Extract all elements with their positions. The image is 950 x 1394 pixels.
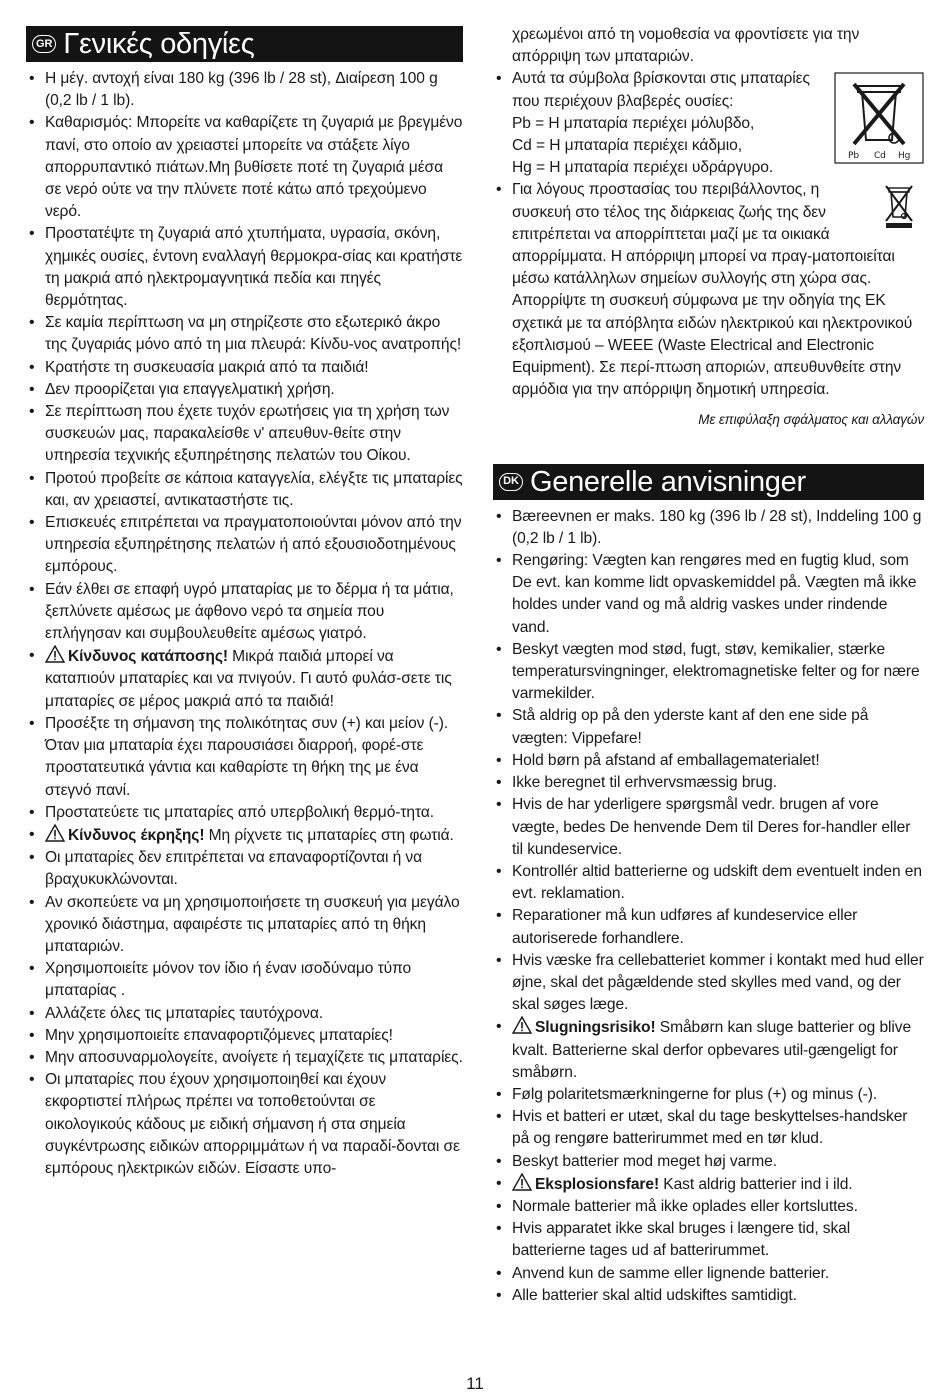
symbol-pb: Pb = Η μπαταρία περιέχει μόλυβδο, <box>512 114 755 132</box>
list-item: • Μην αποσυναρμολογείτε, ανοίγετε ή τεμαχίζετε τις μπαταρίες. <box>26 1047 463 1069</box>
list-item-warning-swallow <box>493 1016 924 1084</box>
list-item: • Følg polaritetsmærkningerne for plus (+) og minus (-). <box>493 1084 924 1106</box>
disclaimer-note: Με επιφύλαξη σφάλματος και αλλαγών <box>698 412 924 428</box>
section-header-gr <box>26 26 463 62</box>
warning-text: Småbørn kan sluge batterier og blive kvalt. Batterierne skal derfor opbevares util-gængeligt for småbørn. <box>512 1019 912 1081</box>
list-item: • Stå aldrig op på den yderste kant af den ene side på vægten: Vippefare! <box>493 705 924 749</box>
gr-instruction-list-3 <box>493 68 924 401</box>
list-item: • Reparationer må kun udføres af kundeservice eller autoriserede forhandlere. <box>493 905 924 949</box>
paragraph-continued: χρεωμένοι από τη νομοθεσία να φροντίσετε για την απόρριψη των μπαταριών. <box>512 26 860 66</box>
list-item: • Οι μπαταρίες που έχουν χρησιμοποιηθεί και έχουν εκφορτιστεί πλήρως πρέπει να τοποθετούνται σε οικολογικούς κάδους με ειδική σήμανση ή στα σημεία συγκέντρωσης ειδικών απορριμμάτων ή να παραδί-δονται σε εμπόρους ηλεκτρικών ειδών. Είσαστε υπο- <box>26 1069 463 1180</box>
list-item: • Μην χρησιμοποιείτε επαναφορτιζόμενες μπαταρίες! <box>26 1025 463 1047</box>
list-item: • Normale batterier må ikke oplades eller kortsluttes. <box>493 1196 924 1218</box>
list-item: • Προστατέψτε τη ζυγαριά από χτυπήματα, υγρασία, σκόνη, χημικές ουσίες, έντονη εναλλαγή θερμοκρα-σίας και κρατήστε τη μακριά από ηλεκτρομαγνητικά πεδία και πηγές θερμότητας. <box>26 223 463 312</box>
list-item: • Alle batterier skal altid udskiftes samtidigt. <box>493 1285 924 1307</box>
warning-triangle-icon <box>45 645 65 663</box>
warning-triangle-icon <box>512 1016 532 1034</box>
dk-instruction-list <box>493 506 924 1307</box>
section-header-dk <box>493 464 924 500</box>
warning-label: Κίνδυνος κατάποσης! <box>68 648 228 666</box>
symbols-text: Αυτά τα σύμβολα βρίσκονται στις μπαταρίες που περιέχουν βλαβερές ουσίες: <box>512 70 810 110</box>
warning-triangle-icon <box>512 1173 532 1191</box>
crossed-wheelie-bin-icon <box>880 183 918 229</box>
list-item: • Hold børn på afstand af emballagematerialet! <box>493 750 924 772</box>
page-number: 11 <box>466 1374 484 1393</box>
list-item: • Σε περίπτωση που έχετε τυχόν ερωτήσεις για τη χρήση των συσκευών μας, παρακαλείσθε ν' απευθυν-θείτε στην υπηρεσία τεχνικής εξυπηρέτησης πελατών του Οίκου. <box>26 401 463 468</box>
section-title-gr: Γενικές οδηγίες <box>63 27 255 60</box>
list-item: • Hvis apparatet ikke skal bruges i længere tid, skal batterierne tages ud af batterirummet. <box>493 1218 924 1262</box>
bin-label-hg: Hg <box>898 151 911 162</box>
list-item: • Σε καμία περίπτωση να μη στηρίζεστε στο εξωτερικό άκρο της ζυγαριάς μόνο από τη μια πλευρά: Κίνδυ-νος ανατροπής! <box>26 312 463 356</box>
list-item: • Προστατεύετε τις μπαταρίες από υπερβολική θερμό-τητα. <box>26 802 463 824</box>
list-item: • Προτού προβείτε σε κάποια καταγγελία, ελέγξτε τις μπαταρίες και, αν χρειαστεί, αντικαταστήστε τις. <box>26 468 463 512</box>
list-item: • Καθαρισμός: Μπορείτε να καθαρίζετε τη ζυγαριά με βρεγμένο πανί, στο οποίο αν χρειαστεί μπορείτε να στάξετε λίγο απορρυπαντικό πιάτων.Μη βυθίσετε ποτέ τη ζυγαριά μέσα σε νερό ούτε να την πλύνετε ποτέ κάτω από τρεχούμενο νερό. <box>26 112 463 223</box>
list-item: • Οι μπαταρίες δεν επιτρέπεται να επαναφορτίζονται ή να βραχυκυκλώνονται. <box>26 847 463 891</box>
list-item: • Χρησιμοποιείτε μόνον τον ίδιο ή έναν ισοδύναμο τύπο μπαταρίας . <box>26 958 463 1002</box>
list-item-warning-swallow <box>26 645 463 713</box>
list-item: • Δεν προορίζεται για επαγγελματική χρήση. <box>26 379 463 401</box>
list-item: • Ikke beregnet til erhvervsmæssig brug. <box>493 772 924 794</box>
warning-text: Μη ρίχνετε τις μπαταρίες στη φωτιά. <box>204 826 454 844</box>
warning-text: Μικρά παιδιά μπορεί να καταπιούν μπαταρίες και να πνιγούν. Γι αυτό φυλάσ-σετε τις μπαταρίες σε μέρος μακριά από τα παιδιά! <box>45 648 452 710</box>
list-item: • Αν σκοπεύετε να μη χρησιμοποιήσετε τη συσκευή για μεγάλο χρονικό διάστημα, αφαιρέστε τις μπαταρίες από τη θήκη μπαταριών. <box>26 892 463 959</box>
warning-label: Κίνδυνος έκρηξης! <box>68 826 205 844</box>
language-badge-dk: DK <box>499 473 523 491</box>
list-item: • Kontrollér altid batterierne og udskift dem eventuelt inden en evt. reklamation. <box>493 861 924 905</box>
list-item: • Bæreevnen er maks. 180 kg (396 lb / 28 st), Inddeling 100 g (0,2 lb / 1 lb). <box>493 506 924 550</box>
list-item: • Εάν έλθει σε επαφή υγρό μπαταρίας με το δέρμα ή τα μάτια, ξεπλύνετε αμέσως με άφθονο νερό τα σημεία που επλήγησαν και συμβουλευθείτε αμέσως γιατρό. <box>26 579 463 646</box>
bin-label-cd: Cd <box>874 151 886 162</box>
symbol-cd: Cd = Η μπαταρία περιέχει κάδμιο, <box>512 137 742 155</box>
left-column <box>26 26 463 1180</box>
list-item-environment <box>493 179 924 401</box>
list-item: • Beskyt vægten mod stød, fugt, støv, kemikalier, stærke temperatursvingninger, elektromagnetiske felter og for nære varmekilder. <box>493 639 924 706</box>
environment-text: Για λόγους προστασίας του περιβάλλοντος, η συσκευή στο τέλος της διάρκειας ζωής της δεν επιτρέπεται να απορρίπτεται μαζί με τα οικιακά απορρίμματα. Η απόρριψη μπορεί να πραγ-ματοποιείται μέσω κατάλληλων σημείων συλλογής στη χώρα σας. Απορρίψτε τη συσκευή σύμφωνα με την οδηγία της ΕΚ σχετικά με τα απόβλητα ειδών ηλεκτρικού και ηλεκτρονικού εξοπλισμού – WEEE (Waste Electrical and Electronic Equipment). Σε περί-πτωση αποριών, απευθυνθείτε στην αρμόδια για την απόρριψη δημοτική υπηρεσία. <box>512 181 913 399</box>
list-item: • Η μέγ. αντοχή είναι 180 kg (396 lb / 28 st), Διαίρεση 100 g (0,2 lb / 1 lb). <box>26 68 463 112</box>
symbol-hg: Hg = Η μπαταρία περιέχει υδράργυρο. <box>512 159 774 177</box>
bin-label-pb: • Pb <box>848 151 859 162</box>
list-item: • Hvis de har yderligere spørgsmål vedr. brugen af vore vægte, bedes De henvende Dem til Deres for-handler eller til kundeservice. <box>493 794 924 861</box>
list-item-warning-explosion <box>26 824 463 847</box>
language-badge-gr: GR <box>32 35 56 53</box>
list-item: • Προσέξτε τη σήμανση της πολικότητας συν (+) και μείον (-). <box>26 713 463 735</box>
right-column <box>493 24 924 1307</box>
list-item-warning-explosion <box>493 1173 924 1196</box>
list-item: • Επισκευές επιτρέπεται να πραγματοποιούνται μόνον από την υπηρεσία εξυπηρέτησης πελατών ή από εξουσιοδοτημένους εμπόρους. <box>26 512 463 579</box>
gr-instruction-list <box>26 68 463 735</box>
list-item: • Rengøring: Vægten kan rengøres med en fugtig klud, som De evt. kan komme lidt opvaskemiddel på. Vægten må ikke holdes under vand og må aldrig vaskes under rindende vand. <box>493 550 924 639</box>
warning-text: Kast aldrig batterier ind i ild. <box>659 1175 853 1193</box>
list-item: • Hvis et batteri er utæt, skal du tage beskyttelses-handsker på og rengøre batterirummet med en tør klud. <box>493 1106 924 1150</box>
list-item: • Beskyt batterier mod meget høj varme. <box>493 1151 924 1173</box>
list-item: • Anvend kun de samme eller lignende batterier. <box>493 1263 924 1285</box>
gr-instruction-list-2 <box>26 802 463 1180</box>
list-item: • Αλλάζετε όλες τις μπαταρίες ταυτόχρονα. <box>26 1003 463 1025</box>
warning-label: Eksplosionsfare! <box>535 1175 660 1193</box>
section-title-dk: Generelle anvisninger <box>530 465 806 498</box>
warning-label: Slugningsrisiko! <box>535 1019 656 1037</box>
list-item: • Hvis væske fra cellebatteriet kommer i kontakt med hud eller øjne, skal det pågældende sted skylles med vand, og der skal søges læge. <box>493 950 924 1017</box>
list-item-symbols <box>493 68 924 179</box>
crossed-bin-battery-icon <box>834 72 924 164</box>
list-item: • Κρατήστε τη συσκευασία μακριά από τα παιδιά! <box>26 357 463 379</box>
warning-triangle-icon <box>45 824 65 842</box>
paragraph-leak: Όταν μια μπαταρία έχει παρουσιάσει διαρροή, φορέ-στε προστατευτικά γάντια και καθαρίστε τη θήκη της με ένα στεγνό πανί. <box>45 737 424 799</box>
